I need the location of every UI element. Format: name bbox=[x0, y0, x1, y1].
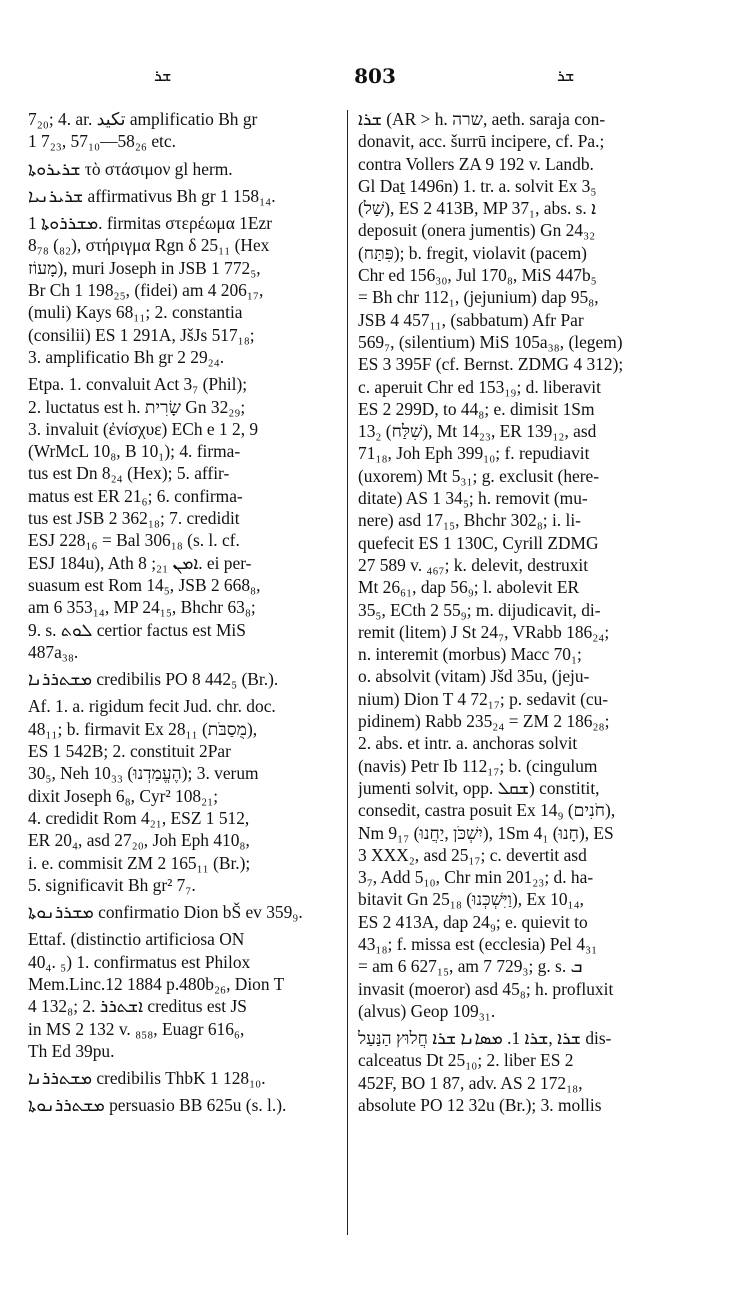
entry-line: 3. amplificatio Bh gr 2 29₂₄. bbox=[28, 346, 225, 367]
dictionary-entry bbox=[28, 928, 348, 1062]
dictionary-entry bbox=[358, 108, 692, 1022]
entry-line: jumenti solvit, opp. ܫܩܠ) constitit, bbox=[358, 777, 600, 798]
dictionary-entry bbox=[28, 668, 348, 690]
entry-line: 2. abs. et intr. a. anchoras solvit bbox=[358, 733, 578, 754]
entry-line: donavit, acc. šurrū incipere, cf. Pa.; bbox=[358, 131, 605, 152]
entry-line: Th Ed 39pu. bbox=[28, 1040, 115, 1061]
entry-line: contra Vollers ZA 9 192 v. Landb. bbox=[358, 153, 594, 174]
entry-line: ER 20₄, asd 27₂₀, Joh Eph 410₈, bbox=[28, 830, 250, 851]
dictionary-entry bbox=[28, 1094, 348, 1116]
entry-line: 3. invaluit (ἐνίσχυε) ECh e 1 2, 9 bbox=[28, 418, 259, 439]
entry-line: nium) Dion T 4 72₁₇; p. sedavit (cu- bbox=[358, 688, 609, 709]
entry-line: ܫܪܐ ,ܫܪܐ 1. ܡܣܐܢܐ ܫܪܐ חֲלוּץ הַנַּעַל dis- bbox=[358, 1028, 612, 1049]
entry-line: Chr ed 156₃₀, Jul 170₈, MiS 447b₅ bbox=[358, 265, 597, 286]
entry-line: am 6 353₁₄, MP 24₁₅, Bhchr 63₈; bbox=[28, 597, 256, 618]
entry-line: matus est ER 21₆; 6. confirma- bbox=[28, 485, 243, 506]
entry-line: remit (litem) J St 24₇, VRabb 186₂₄; bbox=[358, 621, 610, 642]
entry-line: ES 2 413A, dap 24₉; e. quievit to bbox=[358, 911, 588, 932]
dictionary-entry bbox=[28, 695, 348, 896]
entry-line: 569₇, (silentium) MiS 105a₃₈, (legem) bbox=[358, 331, 623, 352]
entry-line: (navis) Petr Ib 112₁₇; b. (cingulum bbox=[358, 755, 598, 776]
entry-line: deposuit (onera jumentis) Gn 24₃₂ bbox=[358, 220, 596, 241]
entry-line: 43₁₈; f. missa est (ecclesia) Pel 4₃₁ bbox=[358, 933, 598, 954]
entry-line: i. e. commisit ZM 2 165₁₁ (Br.); bbox=[28, 852, 251, 873]
entry-line: (uxorem) Mt 5₃₁; g. exclusit (here- bbox=[358, 465, 600, 486]
dictionary-entry bbox=[28, 108, 348, 153]
entry-line: JSB 4 457₁₁, (sabbatum) Afr Par bbox=[358, 309, 584, 330]
entry-line: ES 3 395F (cf. Bernst. ZDMG 4 312); bbox=[358, 354, 624, 375]
entry-line: ditate) AS 1 34₅; h. removit (mu- bbox=[358, 488, 588, 509]
entry-line: tus est JSB 2 362₁₈; 7. credidit bbox=[28, 508, 240, 529]
entry-line: absolute PO 12 32u (Br.); 3. mollis bbox=[358, 1095, 602, 1116]
entry-line: 1 7₂₃, 57₁₀—58₂₆ etc. bbox=[28, 131, 176, 152]
entry-line: Mt 26₆₁, dap 56₉; l. abolevit ER bbox=[358, 577, 580, 598]
entry-line: 8₇₈ (₈₂), στήριγμα Rgn δ 25₁₁ (Hex bbox=[28, 235, 270, 256]
entry-line: consedit, castra posuit Ex 14₉ (חֹנִים), bbox=[358, 800, 616, 821]
entry-line: (muli) Kays 68₁₁; 2. constantia bbox=[28, 302, 243, 323]
entry-line: 4. credidit Rom 4₂₁, ESZ 1 512, bbox=[28, 807, 250, 828]
entry-line: Gl Daṯ 1496n) 1. tr. a. solvit Ex 3₅ bbox=[358, 175, 597, 196]
entry-line: ܡܫܬܪܪܢܐ credibilis ThbK 1 128₁₀. bbox=[28, 1068, 266, 1089]
entry-line: n. interemit (morbus) Macc 70₁; bbox=[358, 644, 582, 665]
entry-line: מָעוֹז), muri Joseph in JSB 1 772₅, bbox=[28, 257, 261, 278]
dictionary-entry bbox=[28, 212, 348, 368]
entry-line: o. absolvit (vitam) Jšd 35u, (jeju- bbox=[358, 666, 590, 687]
entry-line: 5. significavit Bh gr² 7₇. bbox=[28, 874, 196, 895]
entry-line: 71₁₈, Joh Eph 399₁₀; f. repudiavit bbox=[358, 443, 590, 464]
dictionary-entry bbox=[28, 185, 348, 207]
entry-line: invasit (moeror) asd 45₈; h. profluxit bbox=[358, 978, 614, 999]
entry-line: Nm 9₁₇ (יִשְׁכֹּן ,יַחֲנוּ), 1Sm 4₁ (חָנוּ), ES bbox=[358, 822, 614, 843]
entry-line: 2. luctatus est h. שָׂרִית Gn 32₂₉; bbox=[28, 396, 246, 417]
entry-line: ܡܫܬܪܪܢܐ credibilis PO 8 442₅ (Br.). bbox=[28, 669, 279, 690]
entry-line: dixit Joseph 6₈, Cyr² 108₂₁; bbox=[28, 785, 219, 806]
entry-line: ܫܪܝܪܘܬܐ τὸ στάσιμον gl herm. bbox=[28, 158, 233, 179]
entry-line: ܫܪܝܪܢܝܐ affirmativus Bh gr 1 158₁₄. bbox=[28, 185, 276, 206]
entry-line: ESJ 184u), Ath ܐܡܢ ₂₁; 8. ei per- bbox=[28, 552, 252, 573]
entry-line: (WrMcL 10₈, B 10₁); 4. firma- bbox=[28, 441, 241, 462]
entry-line: tus est Dn 8₂₄ (Hex); 5. affir- bbox=[28, 463, 230, 484]
entry-line: Etpa. 1. convaluit Act 3₇ (Phil); bbox=[28, 374, 248, 395]
entry-line: Mem.Linc.12 1884 p.480b₂₆, Dion T bbox=[28, 973, 285, 994]
entry-line: ܡܫܪܪܢܘܬܐ confirmatio Dion bŠ ev 359₉. bbox=[28, 902, 303, 923]
entry-line: pidinem) Rabb 235₂₄ = ZM 2 186₂₈; bbox=[358, 711, 610, 732]
entry-line: ܫܪܐ (AR > h. שרה, aeth. saraja con- bbox=[358, 109, 606, 129]
entry-line: ES 1 542B; 2. constituit 2Par bbox=[28, 741, 231, 762]
entry-line: 9. s. ܠܘܬ certior factus est MiS bbox=[28, 619, 246, 640]
header-right-word: ܫܪ bbox=[557, 66, 575, 85]
entry-line: 35₅, ECth 2 55₉; m. dijudicavit, di- bbox=[358, 599, 601, 620]
entry-line: 30₅, Neh 10₃₃ (הֶעֱמַדְנוּ); 3. verum bbox=[28, 763, 259, 784]
entry-line: (alvus) Geop 109₃₁. bbox=[358, 1000, 496, 1021]
dictionary-entry bbox=[28, 373, 348, 663]
entry-line: suasum est Rom 14₅, JSB 2 668₈, bbox=[28, 574, 261, 595]
entry-line: (consilii) ES 1 291A, JšJs 517₁₈; bbox=[28, 324, 255, 345]
entry-line: Af. 1. a. rigidum fecit Jud. chr. doc. bbox=[28, 696, 276, 717]
left-column bbox=[28, 108, 348, 1122]
entry-line: ܡܫܬܪܪܢܘܬܐ persuasio BB 625u (s. l.). bbox=[28, 1095, 287, 1116]
entry-line: Br Ch 1 198₂₅, (fidei) am 4 206₁₇, bbox=[28, 280, 264, 301]
entry-line: nere) asd 17₁₅, Bhchr 302₈; i. li- bbox=[358, 510, 581, 531]
entry-line: 13₂ (שִׁלַּח), Mt 14₂₃, ER 139₁₂, asd bbox=[358, 421, 597, 442]
entry-line: c. aperuit Chr ed 153₁₉; d. liberavit bbox=[358, 376, 601, 397]
entry-line: 7₂₀; 4. ar. ﺗﻜﯿﺪ amplificatio Bh gr bbox=[28, 109, 258, 129]
entry-line: 487a₃₈. bbox=[28, 641, 79, 662]
entry-line: 48₁₁; b. firmavit Ex 28₁₁ (מֻסַבֹּת), bbox=[28, 718, 258, 739]
entry-line: Ettaf. (distinctio artificiosa ON bbox=[28, 929, 245, 950]
dictionary-entry bbox=[28, 1067, 348, 1089]
dictionary-entry bbox=[28, 158, 348, 180]
entry-line: (שַׁל), ES 2 413B, MP 37₁, abs. s. ܐ bbox=[358, 198, 597, 219]
entry-line: ܡܫܪܪܘܬܐ 1. firmitas στερέωμα 1Ezr bbox=[28, 213, 272, 234]
entry-line: ES 2 299D, to 44₈; e. dimisit 1Sm bbox=[358, 398, 595, 419]
header-left-word: ܫܪ bbox=[154, 66, 172, 85]
entry-line: = Bh chr 112₁, (jejunium) dap 95₈, bbox=[358, 287, 599, 308]
entry-line: 40₄. ₅) 1. confirmatus est Philox bbox=[28, 951, 251, 972]
entry-line: in MS 2 132 v. ₈₅₈, Euagr 616₆, bbox=[28, 1018, 245, 1039]
entry-line: 3 XXX₂, asd 25₁₇; c. devertit asd bbox=[358, 844, 587, 865]
page-number: 803 bbox=[354, 64, 396, 88]
entry-line: 452F, BO 1 87, adv. AS 2 172₁₈, bbox=[358, 1072, 583, 1093]
entry-line: = am 6 627₁₅, am 7 729₃; g. s. ܒ bbox=[358, 956, 583, 977]
entry-line: calceatus Dt 25₁₀; 2. liber ES 2 bbox=[358, 1050, 574, 1071]
dictionary-entry bbox=[358, 1027, 692, 1116]
entry-line: 27 589 v. ₄₆₇; k. delevit, destruxit bbox=[358, 554, 589, 575]
entry-line: ESJ 228₁₆ = Bal 306₁₈ (s. l. cf. bbox=[28, 530, 240, 551]
entry-line: quefecit ES 1 130C, Cyrill ZDMG bbox=[358, 532, 599, 553]
entry-line: 3₇, Add 5₁₀, Chr min 201₂₃; d. ha- bbox=[358, 867, 594, 888]
entry-line: (פִּתַּח); b. fregit, violavit (pacem) bbox=[358, 242, 587, 263]
page-header bbox=[30, 64, 720, 90]
entry-line: bitavit Gn 25₁₈ (וַיִּשְׁכְּנוּ), Ex 10₁₄, bbox=[358, 889, 585, 910]
dictionary-entry bbox=[28, 901, 348, 923]
right-column bbox=[358, 108, 692, 1121]
entry-line: 4 132₈; 2. ܐܫܬܪܪ creditus est JS bbox=[28, 996, 247, 1017]
